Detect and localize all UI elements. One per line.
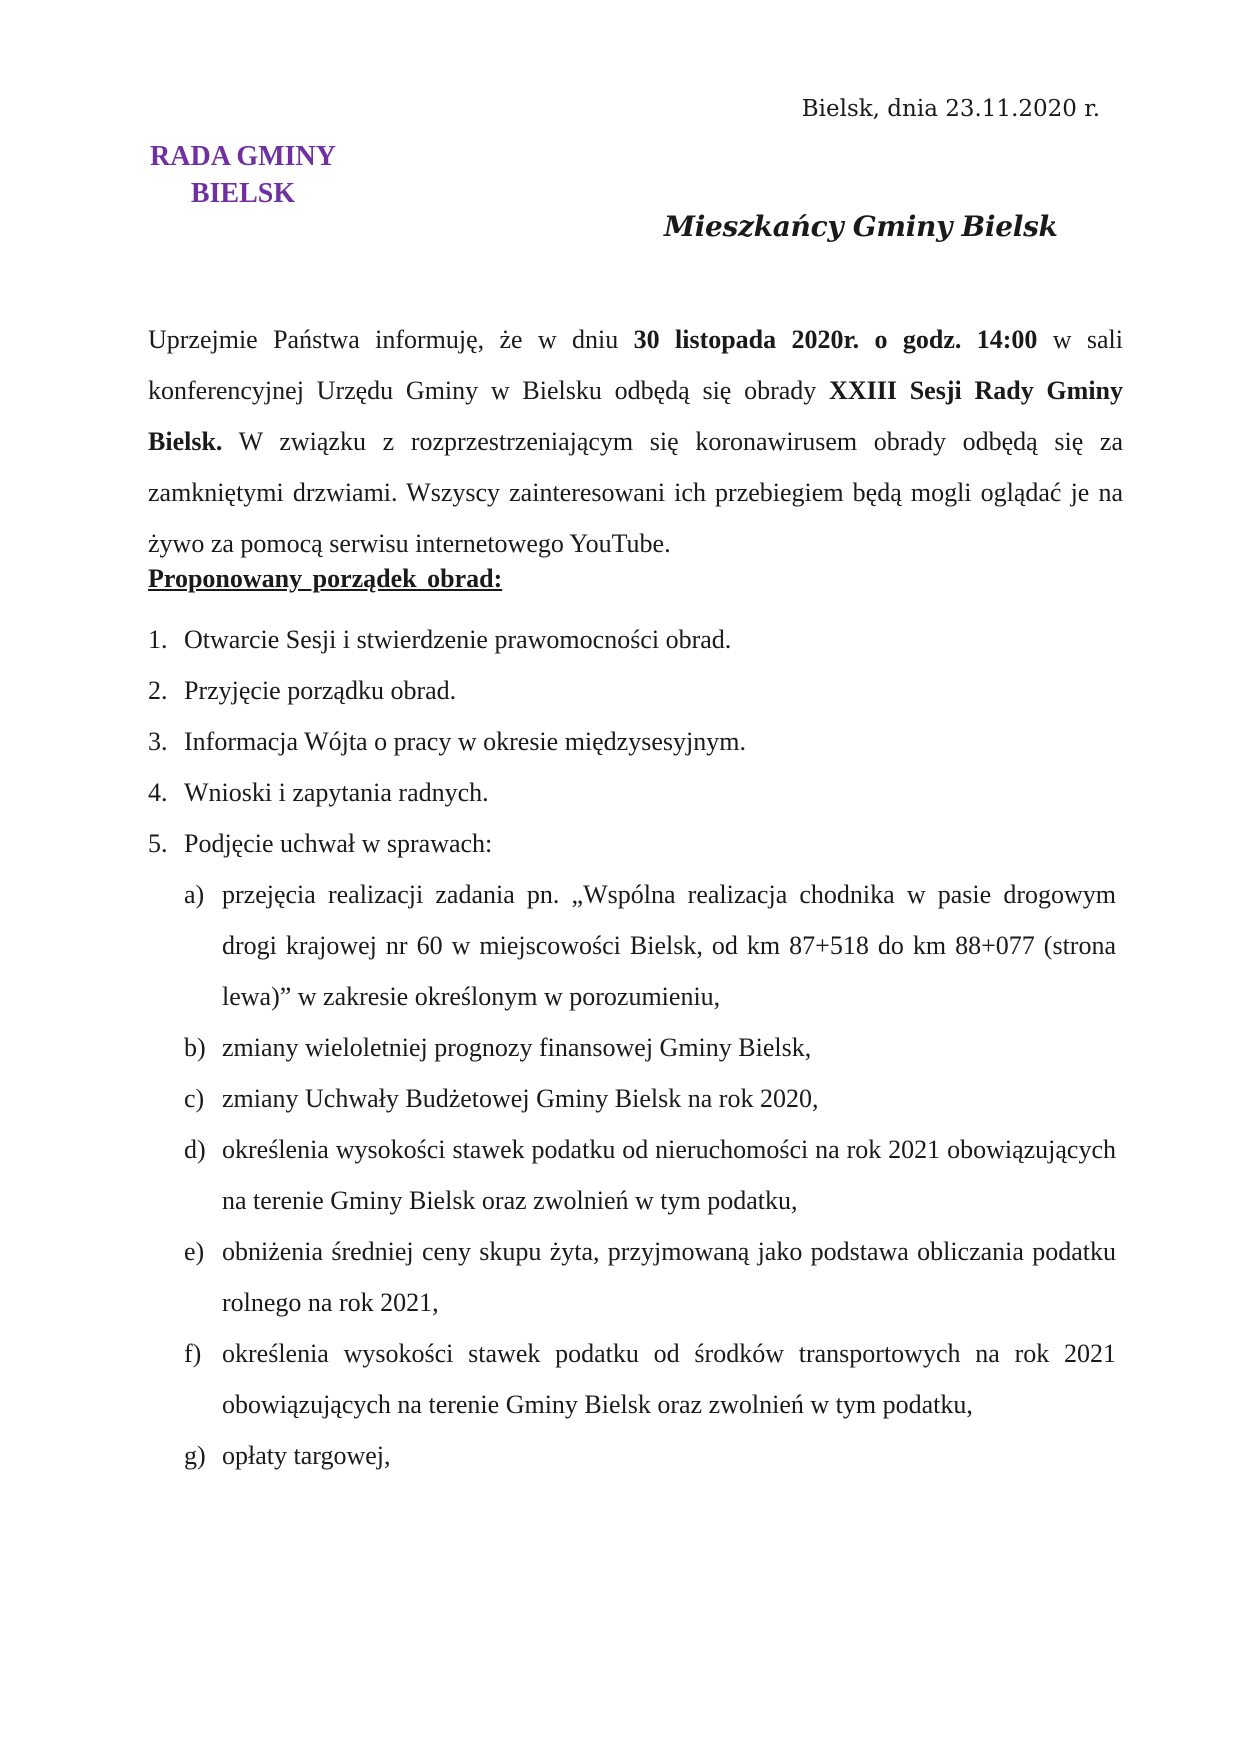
agenda-item	[148, 665, 1118, 716]
resolution-item	[184, 1022, 1118, 1073]
resolution-text: zmiany Uchwały Budżetowej Gminy Bielsk na rok 2020,	[222, 1084, 819, 1113]
issuer-block	[148, 138, 338, 212]
session-name: XXIII Sesji Rady Gminy Bielsk.	[148, 376, 1124, 456]
agenda-item	[148, 614, 1118, 665]
agenda-item-number: 4.	[148, 778, 168, 807]
agenda-item-number: 2.	[148, 676, 168, 705]
intro-text-1: Uprzejmie Państwa informuję, że w dniu	[148, 325, 634, 354]
resolution-item	[184, 1124, 1118, 1226]
agenda-item	[148, 716, 1118, 767]
resolution-text: określenia wysokości stawek podatku od nieruchomości na rok 2021 obowiązujących na terenie Gminy Bielsk oraz zwolnień w tym podatku,	[222, 1135, 1116, 1215]
resolution-letter: f)	[184, 1339, 202, 1368]
resolution-text: obniżenia średniej ceny skupu żyta, przyjmowaną jako podstawa obliczania podatku rolnego na rok 2021,	[222, 1237, 1116, 1317]
agenda-item-text: Podjęcie uchwał w sprawach:	[184, 829, 493, 858]
issuer-line-1: RADA GMINY	[150, 141, 336, 172]
agenda-item-number: 5.	[148, 829, 168, 858]
resolution-letter: g)	[184, 1441, 206, 1470]
resolution-letter: a)	[184, 880, 205, 909]
agenda-item-number: 3.	[148, 727, 168, 756]
agenda-heading: Proponowany porządek obrad:	[148, 564, 503, 593]
agenda-item-text: Otwarcie Sesji i stwierdzenie prawomocności obrad.	[184, 625, 732, 654]
intro-text-2: w sali konferencyjnej Urzędu Gminy w Bielsku odbędą się obrady	[148, 325, 1123, 405]
resolution-item	[184, 1226, 1118, 1328]
issuer-line-2: BIELSK	[190, 178, 296, 209]
resolution-text: przejęcia realizacji zadania pn. „Wspólna realizacja chodnika w pasie drogowym drogi krajowej nr 60 w miejscowości Bielsk, od km 87+518 do km 88+077 (strona lewa)” w zakresie określonym w porozumieniu,	[222, 880, 1116, 1011]
resolution-item	[184, 1328, 1118, 1430]
resolution-text: zmiany wieloletniej prognozy finansowej Gminy Bielsk,	[222, 1033, 812, 1062]
agenda-item	[148, 818, 1118, 1481]
agenda-item	[148, 767, 1118, 818]
resolution-text: opłaty targowej,	[222, 1441, 391, 1470]
resolution-list	[184, 869, 1118, 1481]
intro-paragraph	[148, 314, 1123, 569]
resolution-item	[184, 869, 1118, 1022]
resolution-text: określenia wysokości stawek podatku od środków transportowych na rok 2021 obowiązujących na terenie Gminy Bielsk oraz zwolnień w tym podatku,	[222, 1339, 1116, 1419]
resolution-item	[184, 1073, 1118, 1124]
meeting-date: 30 listopada 2020r. o godz. 14:00	[633, 325, 1038, 354]
resolution-letter: d)	[184, 1135, 206, 1164]
resolution-letter: b)	[184, 1033, 206, 1062]
agenda-item-text: Wnioski i zapytania radnych.	[184, 778, 489, 807]
resolution-letter: e)	[184, 1237, 205, 1266]
intro-text-3: W związku z rozprzestrzeniającym się koronawirusem obrady odbędą się za zamkniętymi drzwiami. Wszyscy zainteresowani ich przebiegiem będą mogli oglądać je na żywo za pomocą serwisu internetowego YouTube.	[148, 427, 1123, 558]
recipient-line: Mieszkańcy Gminy Bielsk	[664, 210, 1058, 243]
agenda-item-text: Przyjęcie porządku obrad.	[184, 676, 457, 705]
resolution-item	[184, 1430, 1118, 1481]
agenda-item-number: 1.	[148, 625, 168, 654]
agenda-item-text: Informacja Wójta o pracy w okresie międzysesyjnym.	[184, 727, 746, 756]
resolution-letter: c)	[184, 1084, 205, 1113]
agenda-list	[148, 614, 1118, 1481]
document-date: Bielsk, dnia 23.11.2020 r.	[801, 96, 1100, 122]
